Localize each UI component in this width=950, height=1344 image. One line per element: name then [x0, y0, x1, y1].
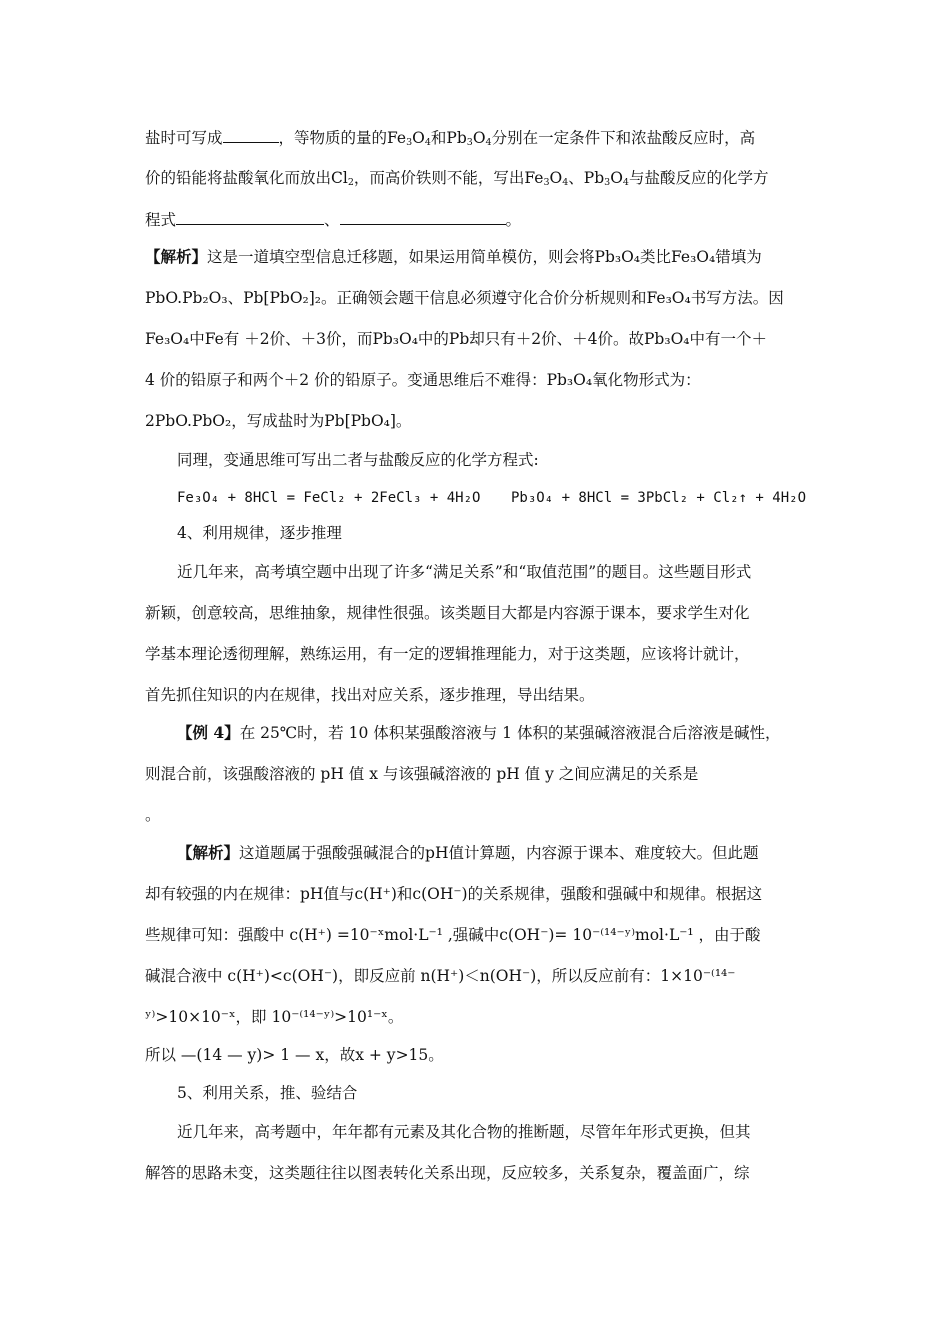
text-run: 盐时可写成 [145, 129, 223, 147]
subscript: 4 [622, 177, 629, 188]
text-line [145, 167, 805, 194]
text-run: 程式 [145, 211, 177, 229]
text-line: 碱混合液中 c(H⁺)<c(OH⁻)，即反应前 n(H⁺)＜n(OH⁻)，所以反应前有：1×10⁻⁽¹⁴⁻ [145, 967, 736, 985]
text-run: O [549, 169, 563, 187]
subscript: 3 [543, 177, 550, 188]
text-run: 和Pb [430, 129, 467, 147]
analysis-tag: 【解析】 [145, 247, 208, 266]
text-line: 近几年来，高考填空题中出现了许多“满足关系”和“取值范围”的题目。这些题目形式 [177, 563, 752, 581]
text-line [177, 722, 805, 744]
text-line: 首先抓住知识的内在规律，找出对应关系，逐步推理，导出结果。 [145, 686, 595, 704]
text-run: 这道题属于强酸强碱混合的pH值计算题，内容源于课本、难度较大。但此题 [239, 844, 759, 862]
text-run: 在 25℃时，若 10 体积某强酸溶液与 1 体积的某强碱溶液混合后溶液是碱性， [239, 724, 781, 742]
text-run: 分别在一定条件下和浓盐酸反应时，高 [491, 129, 756, 147]
text-line [145, 208, 805, 231]
text-line: 学基本理论透彻理解，熟练运用，有一定的逻辑推理能力，对于这类题，应该将计就计， [145, 645, 750, 663]
text-run: 这是一道填空型信息迁移题，如果运用简单模仿，则会将Pb₃O₄类比Fe₃O₄错填为 [207, 248, 762, 266]
subscript: 3 [604, 177, 611, 188]
text-line: Fe₃O₄中Fe有 ＋2价、＋3价，而Pb₃O₄中的Pb却只有＋2价、＋4价。故Pb₃O₄中有一个＋ [145, 330, 767, 348]
equation-fe3o4: Fe₃O₄ + 8HCl = FeCl₂ + 2FeCl₃ + 4H₂O [177, 490, 481, 506]
analysis-tag: 【解析】 [177, 843, 240, 862]
text-line: 却有较强的内在规律：pH值与c(H⁺)和c(OH⁻)的关系规律，强酸和强碱中和规律。根据这 [145, 885, 763, 903]
answer-blank [176, 208, 324, 225]
subscript: 3 [466, 137, 473, 148]
text-run: 、 [324, 211, 340, 229]
section-heading: 4、利用规律，逐步推理 [177, 524, 342, 542]
text-run: 价的铅能将盐酸氧化而放出Cl [145, 169, 348, 187]
section-heading: 5、利用关系，推、验结合 [177, 1084, 358, 1102]
subscript: 3 [406, 137, 413, 148]
text-line [145, 246, 805, 268]
text-run: 。 [505, 211, 522, 229]
subscript: 4 [424, 137, 431, 148]
subscript: 2 [347, 177, 354, 188]
text-run: O [610, 169, 623, 187]
answer-blank [223, 126, 279, 143]
text-line: 则混合前，该强酸溶液的 pH 值 x 与该强碱溶液的 pH 值 y 之间应满足的关系是 [145, 765, 699, 783]
text-line: 。 [145, 806, 161, 824]
text-line: 解答的思路未变，这类题往往以图表转化关系出现，反应较多，关系复杂，覆盖面广，综 [145, 1164, 750, 1182]
text-line: ʸ⁾>10×10⁻ˣ，即 10⁻⁽¹⁴⁻ʸ⁾>10¹⁻ˣ。 [145, 1008, 404, 1026]
text-run: 与盐酸反应的化学方 [628, 169, 769, 187]
answer-blank [340, 208, 506, 225]
text-line: 所以 —(14 — y)> 1 — x，故x + y>15。 [145, 1046, 444, 1064]
example-tag: 【例 4】 [177, 723, 240, 742]
text-run: 、Pb [568, 169, 605, 187]
text-line: 2PbO.PbO₂，写成盐时为Pb[PbO₄]。 [145, 412, 412, 430]
text-line: 4 价的铅原子和两个＋2 价的铅原子。变通思维后不难得：Pb₃O₄氧化物形式为： [145, 371, 701, 389]
text-line: 同理，变通思维可写出二者与盐酸反应的化学方程式: [177, 451, 539, 469]
text-run: O [412, 129, 425, 147]
text-line [177, 842, 805, 864]
equation-pb3o4: Pb₃O₄ + 8HCl = 3PbCl₂ + Cl₂↑ + 4H₂O [511, 490, 807, 506]
text-line [145, 126, 805, 154]
text-line: PbO.Pb₂O₃、Pb[PbO₂]₂。正确领会题干信息必须遵守化合价分析规则和Fe₃O₄书写方法。因 [145, 289, 784, 307]
text-line: 近几年来，高考题中，年年都有元素及其化合物的推断题，尽管年年形式更换，但其 [177, 1123, 751, 1141]
subscript: 4 [562, 177, 569, 188]
subscript: 4 [485, 137, 492, 148]
text-run: ，等物质的量的Fe [278, 129, 407, 147]
text-line: 新颖，创意较高，思维抽象，规律性很强。该类题目大都是内容源于课本，要求学生对化 [145, 604, 750, 622]
text-run: O [472, 129, 486, 147]
text-run: ，而高价铁则不能，写出Fe [353, 169, 544, 187]
text-line: 些规律可知：强酸中 c(H⁺) =10⁻ˣmol·L⁻¹ ,强碱中c(OH⁻)= 10⁻⁽¹⁴⁻ʸ⁾mol·L⁻¹ ，由于酸 [145, 926, 761, 944]
